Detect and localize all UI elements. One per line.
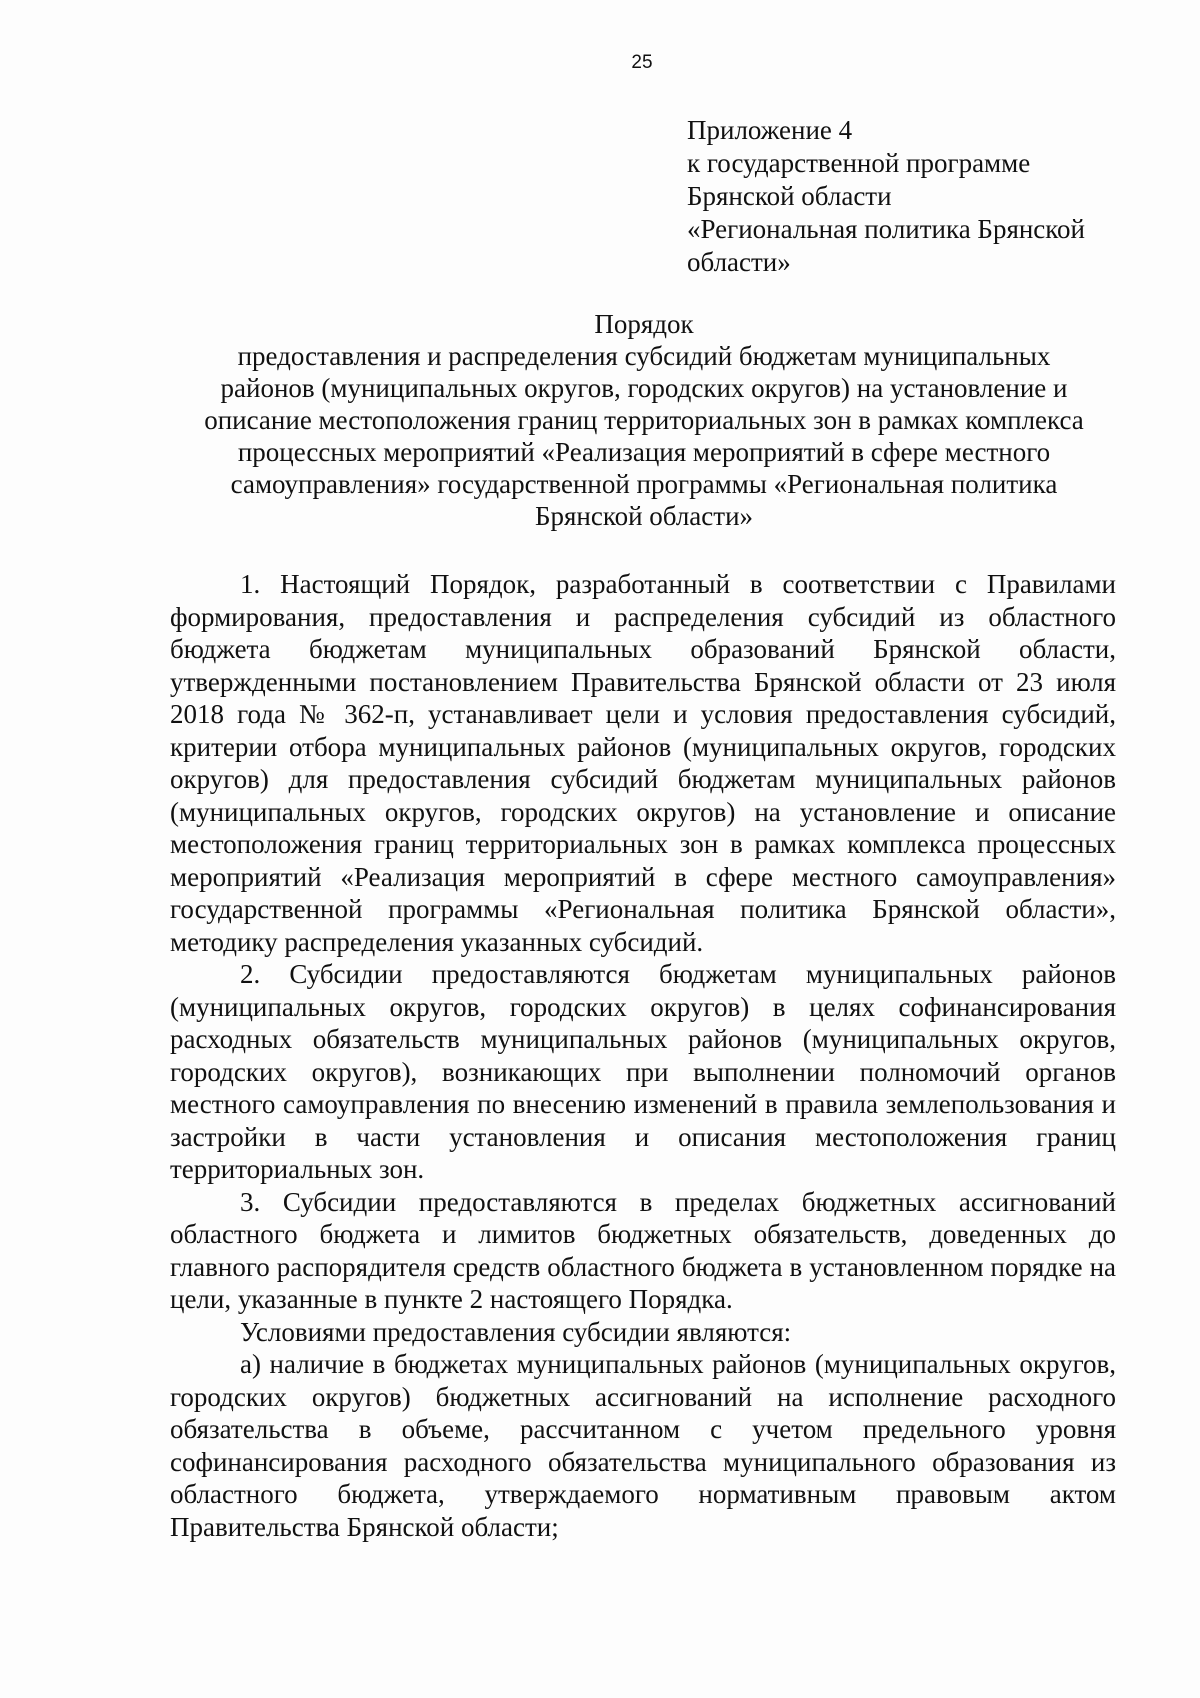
- paragraph-conditions-intro: Условиями предоставления субсидии являются:: [240, 1316, 792, 1347]
- annex-block: [687, 114, 1127, 279]
- paragraph-2: 2. Субсидии предоставляются бюджетам муниципальных районов (муниципальных округов, городских округов) в целях софинансирования расходных обязательств муниципальных районов (муниципальных округов, городских округов), возникающих при выполнении полномочий органов местного самоуправления по внесению изменений в правила землепользования и застройки в части установления и описания местоположения границ территориальных зон.: [170, 959, 1116, 1184]
- title-line: районов (муниципальных округов, городских округов) на установление и: [220, 373, 1068, 403]
- paragraph-1: 1. Настоящий Порядок, разработанный в соответствии с Правилами формирования, предоставления и распределения субсидий из областного бюджета бюджетам муниципальных образований Брянской области, утвержденными постановлением Правительства Брянской области от 23 июля 2018 года № 362-п, устанавливает цели и условия предоставления субсидий, критерии отбора муниципальных районов (муниципальных округов, городских округов) для предоставления субсидий бюджетам муниципальных районов (муниципальных округов, городских округов) на установление и описание местоположения границ территориальных зон в рамках комплекса процессных мероприятий «Реализация мероприятий в сфере местного самоуправления» государственной программы «Региональная политика Брянской области», методику распределения указанных субсидий.: [170, 569, 1116, 957]
- annex-line: Брянской области: [687, 181, 892, 211]
- paragraph-condition-a: а) наличие в бюджетах муниципальных районов (муниципальных округов, городских округов) бюджетных ассигнований на исполнение расходного обязательства в объеме, рассчитанном с учетом предельного уровня софинансирования расходного обязательства муниципального образования из областного бюджета, утверждаемого нормативным правовым актом Правительства Брянской области;: [170, 1349, 1116, 1542]
- page-number: 25: [631, 52, 653, 73]
- document-body: [170, 568, 1116, 1543]
- annex-line: к государственной программе: [687, 148, 1031, 178]
- paragraph-3: 3. Субсидии предоставляются в пределах бюджетных ассигнований областного бюджета и лимитов бюджетных обязательств, доведенных до главного распорядителя средств областного бюджета в установленном порядке на цели, указанные в пункте 2 настоящего Порядка.: [170, 1186, 1116, 1314]
- title-line: Брянской области»: [534, 501, 754, 531]
- title-line: процессных мероприятий «Реализация мероприятий в сфере местного: [237, 437, 1051, 467]
- title-line: описание местоположения границ территориальных зон в рамках комплекса: [204, 405, 1084, 435]
- title-heading: Порядок: [594, 309, 694, 339]
- document-title: [160, 308, 1128, 532]
- annex-line: «Региональная политика Брянской: [687, 214, 1085, 244]
- title-line: самоуправления» государственной программы «Региональная политика: [230, 469, 1058, 499]
- annex-line: области»: [687, 247, 791, 277]
- annex-line: Приложение 4: [687, 115, 853, 145]
- title-line: предоставления и распределения субсидий бюджетам муниципальных: [237, 341, 1051, 371]
